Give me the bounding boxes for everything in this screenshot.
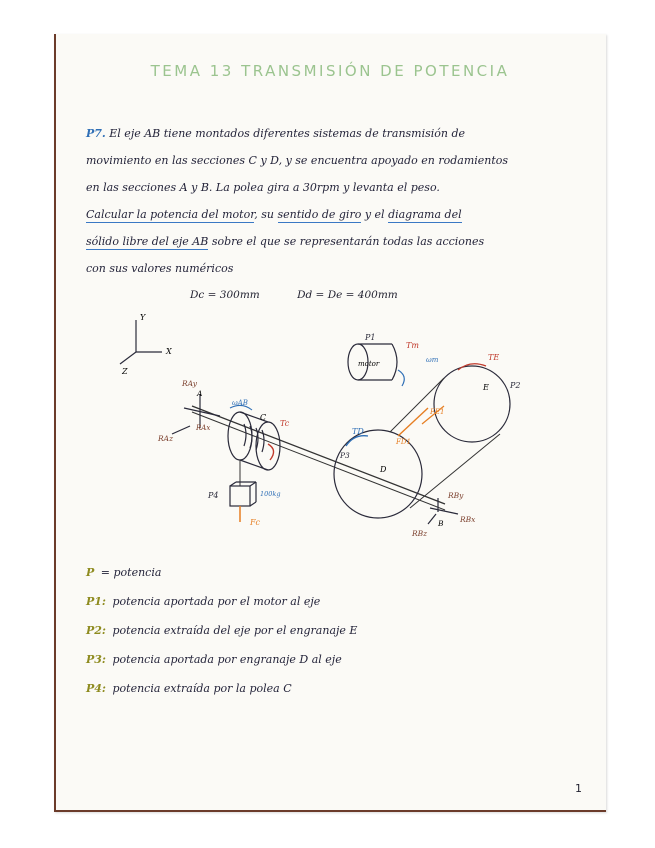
label-p4: P4 — [208, 491, 219, 500]
label-motor: motor — [358, 360, 380, 368]
legend-symbol: P1: — [86, 595, 106, 608]
label-fd1: FD1 — [396, 438, 411, 446]
label-tc: Tc — [280, 419, 290, 428]
label-rbx: RBx — [460, 515, 476, 524]
legend-item — [86, 624, 546, 653]
legend-symbol: P — [86, 566, 95, 579]
legend-desc: potencia extraída del eje por el engranaje E — [112, 624, 358, 637]
label-omega-ab: ωAB — [232, 399, 248, 407]
label-p2: P2 — [510, 381, 521, 390]
axes-icon — [120, 320, 162, 364]
legend — [86, 566, 546, 711]
page-number: 1 — [575, 782, 582, 795]
label-p3: P3 — [340, 451, 350, 460]
problem-line-3: en las secciones A y B. La polea gira a 30rpm y levanta el peso. — [86, 181, 440, 194]
problem-line-4 — [86, 201, 576, 228]
legend-symbol: P3: — [86, 653, 106, 666]
problem-text-4b: , su — [254, 208, 278, 221]
task-power: Calcular la potencia del motor — [86, 208, 255, 221]
problem-line-2: movimiento en las secciones C y D, y se encuentra apoyado en rodamientos — [86, 154, 509, 167]
label-fe1: FE1 — [430, 408, 445, 416]
label-mass: 100kg — [260, 490, 281, 498]
label-c: C — [260, 413, 267, 422]
task-diagram: diagrama del — [388, 208, 462, 221]
dimensions — [190, 289, 432, 301]
label-d: D — [380, 465, 387, 474]
legend-desc: potencia extraída por la polea C — [112, 682, 292, 695]
problem-text-5b: sobre el que se representarán todas las acciones — [208, 235, 485, 248]
label-td: TD — [352, 427, 364, 436]
problem-text-1: El eje AB tiene montados diferentes sistemas de transmisión de — [109, 127, 466, 140]
weight-box-icon — [230, 482, 256, 506]
task-direction: sentido de giro — [277, 208, 362, 221]
dim-dd-de: Dd = De = 400mm — [297, 289, 398, 301]
problem-line-5 — [86, 228, 576, 255]
label-rax: RAx — [196, 424, 211, 432]
legend-item — [86, 595, 546, 624]
problem-number: P7. — [86, 127, 106, 140]
label-te: TE — [488, 353, 500, 362]
label-e: E — [483, 383, 489, 392]
axis-y-label: Y — [140, 313, 146, 322]
problem-line-6: con sus valores numéricos — [86, 262, 234, 275]
label-rbz: RBz — [412, 529, 428, 538]
problem-text-4d: y el — [361, 208, 389, 221]
torque-c-arrow-icon — [268, 444, 274, 460]
gear-e-icon — [434, 366, 510, 442]
belt-upper — [390, 378, 444, 432]
page-title: TEMA 13 TRANSMISIÓN DE POTENCIA — [150, 62, 510, 80]
dim-dc: Dc = 300mm — [190, 289, 260, 301]
label-ray: RAy — [182, 379, 197, 388]
label-a: A — [197, 389, 203, 398]
problem-statement — [86, 120, 576, 282]
legend-desc: potencia aportada por engranaje D al eje — [112, 653, 342, 666]
axis-x-label: X — [166, 347, 172, 356]
legend-symbol: P2: — [86, 624, 106, 637]
problem-line-1 — [86, 120, 576, 147]
label-rby: RBy — [448, 491, 464, 500]
pulley-c-icon — [228, 412, 280, 470]
label-p1: P1 — [365, 333, 376, 342]
task-free-body: sólido libre del eje AB — [86, 235, 209, 248]
omega-m-arrow-icon — [398, 370, 404, 386]
mechanism-figure — [100, 308, 530, 548]
legend-item — [86, 682, 546, 711]
label-raz: RAz — [158, 434, 174, 443]
label-omega-m: ωm — [426, 356, 439, 364]
label-tm: Tm — [406, 341, 419, 350]
axis-z-label: Z — [122, 367, 128, 376]
label-b: B — [438, 519, 444, 528]
legend-desc: potencia aportada por el motor al eje — [112, 595, 321, 608]
legend-symbol: P4: — [86, 682, 106, 695]
legend-item — [86, 566, 546, 595]
legend-item — [86, 653, 546, 682]
label-fc: Fc — [250, 518, 261, 527]
legend-desc: = potencia — [100, 566, 162, 579]
